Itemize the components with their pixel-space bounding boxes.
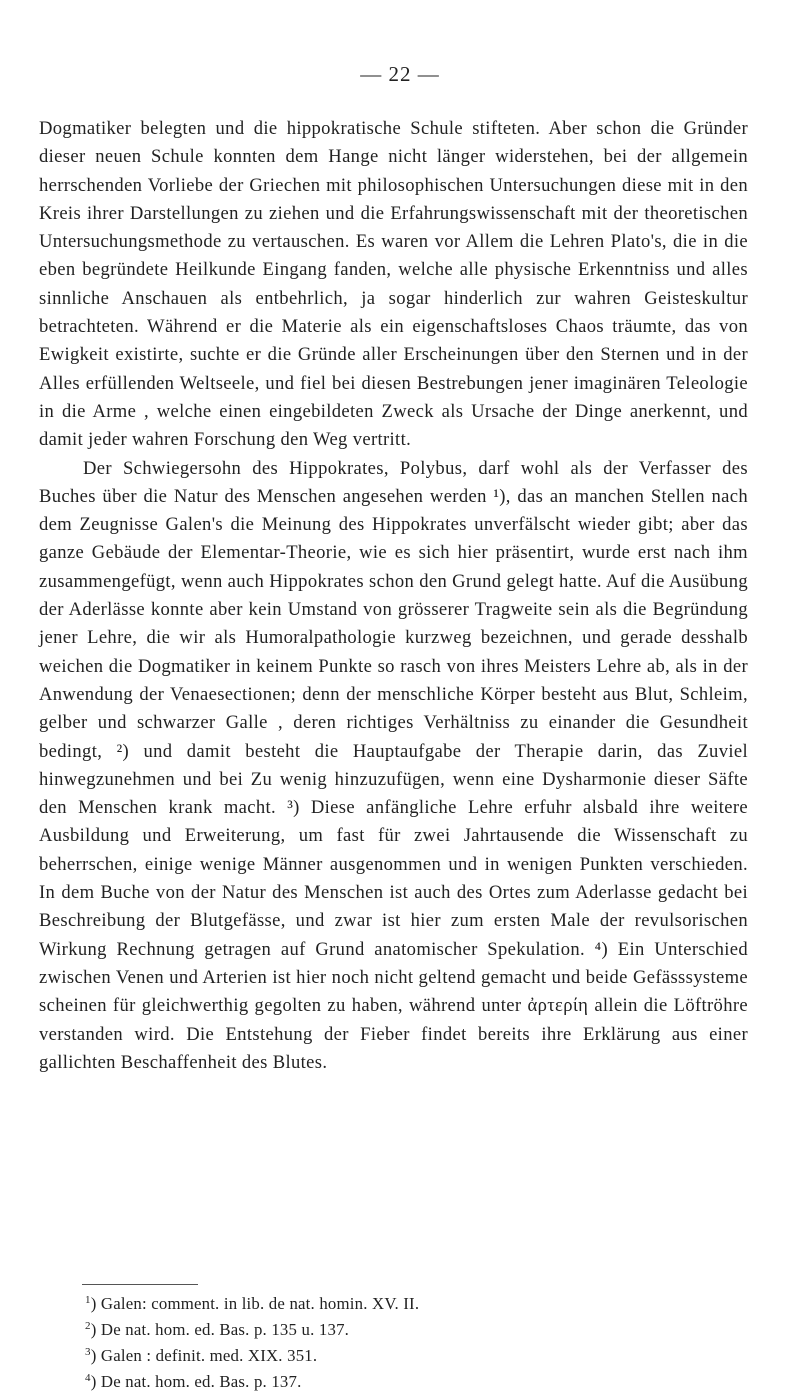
footnote-mark: 1 <box>85 1294 91 1306</box>
footnote-divider <box>82 1284 198 1285</box>
footnote-text: ) De nat. hom. ed. Bas. p. 135 u. 137. <box>90 1320 350 1339</box>
footnote-mark: 2 <box>85 1320 91 1332</box>
footnote <box>85 1315 745 1341</box>
paragraph: Dogmatiker belegten und die hippokratische Schule stifteten. Aber schon die Gründer dieser neuen Schule konnten dem Hange nicht länger widerstehen, bei der allgemein herrschenden Vorliebe der Griechen mit philosophischen Untersuchungen diese mit in den Kreis ihrer Darstellungen zu ziehen und die Erfahrungswissenschaft mit der theoretischen Untersuchungsmethode zu vertauschen. Es waren vor Allem die Lehren Plato's, die in die eben begründete Heilkunde Eingang fanden, welche alle physische Erkenntniss und alles sinnliche Anschauen als entbehrlich, ja sogar hinderlich zur wahren Geisteskultur betrachteten. Während er die Materie als ein eigenschaftsloses Chaos träumte, das von Ewigkeit existirte, suchte er die Gründe aller Erscheinungen über den Sternen und in der Alles erfüllenden Weltseele, und fiel bei diesen Bestrebungen jener imaginären Teleologie in die Arme , welche einen eingebildeten Zweck als Ursache der Dinge anerkennt, und damit jeder wahren Forschung den Weg vertritt. <box>39 118 748 451</box>
footnotes <box>85 1289 745 1393</box>
footnote <box>85 1289 745 1315</box>
footnote-text: ) Galen: comment. in lib. de nat. homin. XV. II. <box>90 1294 420 1313</box>
footnote-text: ) Galen : definit. med. XIX. 351. <box>90 1346 318 1365</box>
body-text <box>39 115 748 1077</box>
footnote <box>85 1341 745 1367</box>
paragraph: Der Schwiegersohn des Hippokrates, Polybus, darf wohl als der Verfasser des Buches über die Natur des Menschen angesehen werden ¹), das an manchen Stellen nach dem Zeugnisse Galen's die Meinung des Hippokrates unverfälscht wieder gibt; aber das ganze Gebäude der Elementar-Theorie, wie es sich hier präsentirt, wurde erst nach ihm zusammengefügt, wenn auch Hippokrates schon den Grund gelegt hatte. Auf die Ausübung der Aderlässe konnte aber kein Umstand von grösserer Tragweite sein als die Begründung jener Lehre, die wir als Humoralpathologie kurzweg bezeichnen, und gerade desshalb weichen die Dogmatiker in keinem Punkte so rasch von ihres Meisters Lehre ab, als in der Anwendung der Venaesectionen; denn der menschliche Körper besteht aus Blut, Schleim, gelber und schwarzer Galle , deren richtiges Verhältniss zu einander die Gesundheit bedingt, ²) und damit besteht die Hauptaufgabe der Therapie darin, das Zuviel hinwegzunehmen und bei Zu wenig hinzuzufügen, wenn eine Dysharmonie dieser Säfte den Menschen krank macht. ³) Diese anfängliche Lehre erfuhr alsbald ihre weitere Ausbildung und Erweiterung, um fast für zwei Jahrtausende die Wissenschaft zu beherrschen, einige wenige Männer ausgenommen und in wenigen Punkten verschieden. In dem Buche von der Natur des Menschen ist auch des Ortes zum Aderlasse gedacht bei Beschreibung der Blutgefässe, und zwar ist hier zum ersten Male der revulsorischen Wirkung Rechnung getragen auf Grund anatomischer Spekulation. ⁴) Ein Unterschied zwischen Venen und Arterien ist hier noch nicht geltend gemacht und beide Gefässsysteme scheinen für gleichwerthig gegolten zu haben, während unter ἀρτερίη allein die Löftröhre verstanden wird. Die Entstehung der Fieber findet bereits ihre Erklärung aus einer gallichten Beschaffenheit des Blutes. <box>39 457 748 1073</box>
footnote-text: ) De nat. hom. ed. Bas. p. 137. <box>90 1372 302 1391</box>
page-number: — 22 — <box>360 62 440 86</box>
footnote <box>85 1367 745 1393</box>
footnote-mark: 4 <box>85 1372 91 1384</box>
footnote-mark: 3 <box>85 1346 91 1358</box>
